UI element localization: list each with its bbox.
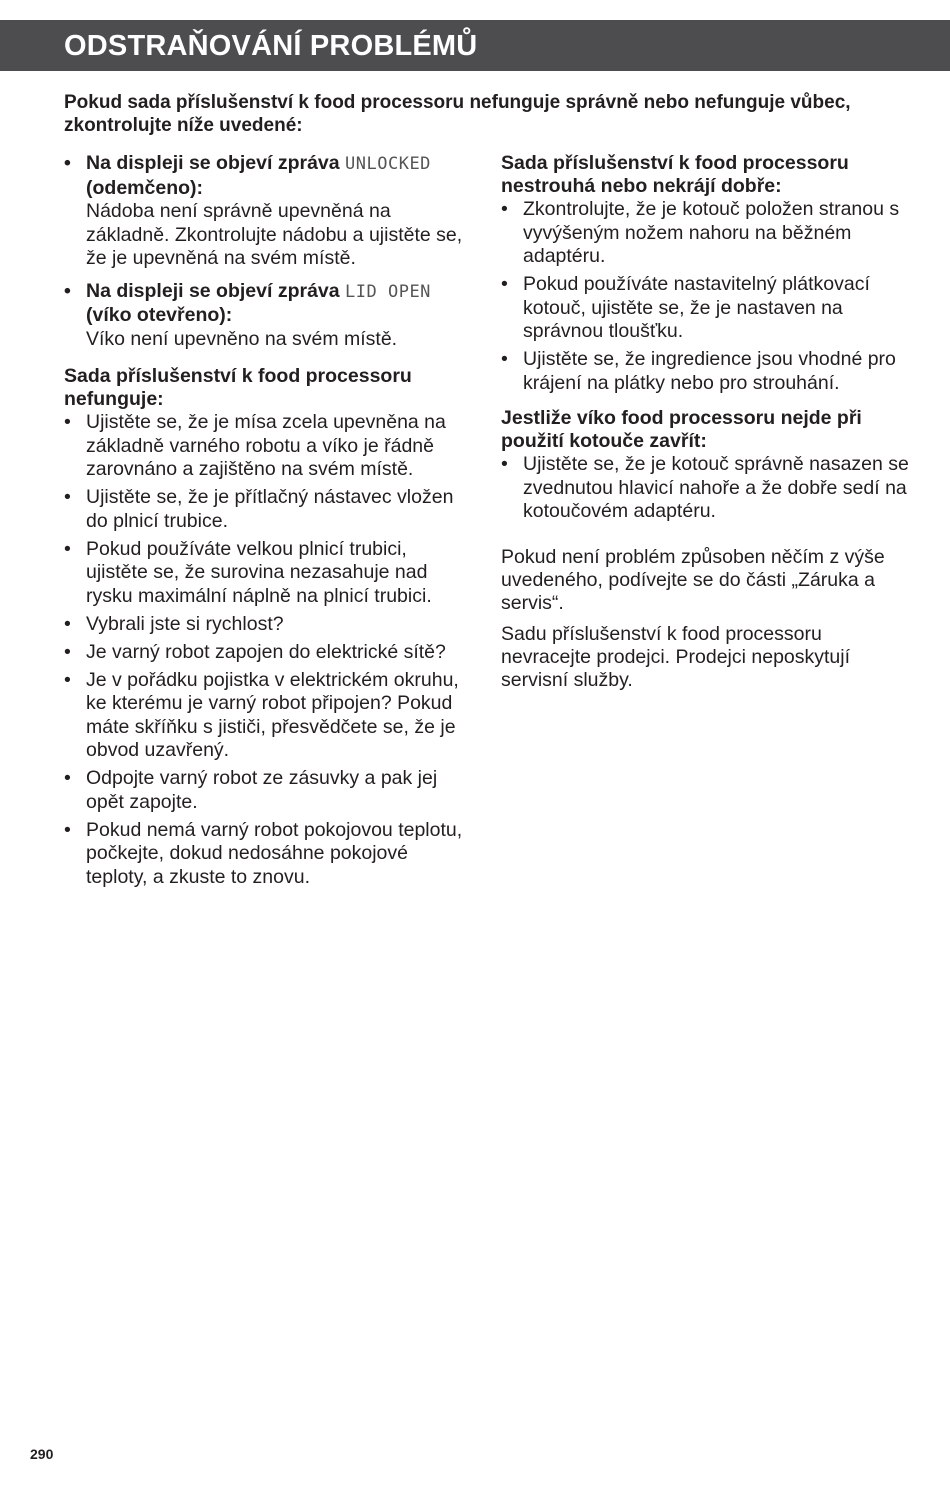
intro-text: Pokud sada příslušenství k food processoru nefunguje správně nebo nefunguje vůbec, zkontrolujte níže uvedené:: [64, 92, 851, 136]
bullet-icon: •: [501, 453, 508, 475]
bullet-icon: •: [64, 486, 71, 508]
display-message-unlocked: [64, 152, 474, 271]
list-item: • Pokud používáte nastavitelný plátkovací kotouč, ujistěte se, že je nastaven na správnou tloušťku.: [501, 273, 870, 342]
return-note: Sadu příslušenství k food processoru nevracejte prodejci. Prodejci neposkytují servisní služby.: [501, 622, 851, 691]
display-messages-list: [64, 152, 474, 351]
list-item: • Ujistěte se, že je kotouč správně nasazen se zvednutou hlavicí nahoře a že dobře sedí na kotoučovém adaptéru.: [501, 453, 909, 522]
checks-list: [64, 411, 474, 889]
bullet-icon: •: [64, 767, 71, 789]
page-number: 290: [30, 1446, 54, 1462]
bullet-icon: •: [64, 818, 71, 841]
page-header: [0, 20, 950, 71]
list-item: • Zkontrolujte, že je kotouč položen stranou s vyvýšeným nožem nahoru na běžném adaptéru.: [501, 198, 900, 267]
bullet-icon: •: [64, 152, 71, 174]
bullet-icon: •: [64, 279, 71, 302]
list-item: • Odpojte varný robot ze zásuvky a pak jej opět zapojte.: [64, 767, 438, 813]
message-lead: Na displeji se objeví zpráva: [86, 279, 340, 302]
bullet-icon: •: [64, 612, 71, 635]
lid-checks-list: [501, 453, 911, 524]
message-text: Nádoba není správně upevněná na základně. Zkontrolujte nádobu a ujistěte se, že je upevněná na svém místě.: [86, 200, 463, 269]
display-code: LID OPEN: [345, 281, 431, 302]
right-column: [501, 152, 911, 692]
message-translation: (víko otevřeno):: [86, 304, 233, 326]
bullet-icon: •: [64, 640, 71, 663]
list-item: • Ujistěte se, že je mísa zcela upevněna na základně varného robotu a víko je řádně zarovnáno a zajištěno na svém místě.: [64, 411, 446, 480]
section-title-lid: Jestliže víko food processoru nejde při použití kotouče zavřít:: [501, 407, 862, 452]
bullet-icon: •: [501, 198, 508, 220]
section-title-not-working: Sada příslušenství k food processoru nefunguje:: [64, 365, 412, 410]
list-item: • Je v pořádku pojistka v elektrickém okruhu, ke kterému je varný robot připojen? Pokud máte skříňku s jističi, přesvědčete se, že je obvod uzavřený.: [64, 668, 459, 761]
list-item: • Pokud nemá varný robot pokojovou teplotu, počkejte, dokud nedosáhne pokojové teploty, a zkuste to znovu.: [64, 818, 463, 888]
list-item: • Vybrali jste si rychlost?: [64, 612, 284, 635]
section-title-slicing: Sada příslušenství k food processoru nestrouhá nebo nekrájí dobře:: [501, 152, 849, 197]
slicing-checks-list: [501, 198, 911, 395]
list-item: • Ujistěte se, že ingredience jsou vhodné pro krájení na plátky nebo pro strouhání.: [501, 348, 896, 394]
page-title: ODSTRAŇOVÁNÍ PROBLÉMŮ: [64, 30, 478, 62]
message-lead: Na displeji se objeví zpráva: [86, 152, 340, 174]
left-column: [64, 152, 474, 894]
bullet-icon: •: [64, 668, 71, 691]
list-item: • Pokud používáte velkou plnicí trubici, ujistěte se, že surovina nezasahuje nad rysku maximální náplně na plnicí trubici.: [64, 537, 432, 607]
message-translation: (odemčeno):: [86, 176, 203, 199]
display-code: UNLOCKED: [345, 154, 431, 174]
list-item: • Ujistěte se, že je přítlačný nástavec vložen do plnicí trubice.: [64, 486, 454, 532]
display-message-lid-open: [64, 280, 474, 352]
bullet-icon: •: [501, 273, 508, 295]
message-text: Víko není upevněno na svém místě.: [86, 327, 398, 350]
list-item: • Je varný robot zapojen do elektrické sítě?: [64, 640, 446, 663]
bullet-icon: •: [64, 411, 71, 433]
bullet-icon: •: [64, 537, 71, 560]
warranty-note: Pokud není problém způsoben něčím z výše uvedeného, podívejte se do části „Záruka a servis“.: [501, 545, 885, 614]
bullet-icon: •: [501, 348, 508, 370]
